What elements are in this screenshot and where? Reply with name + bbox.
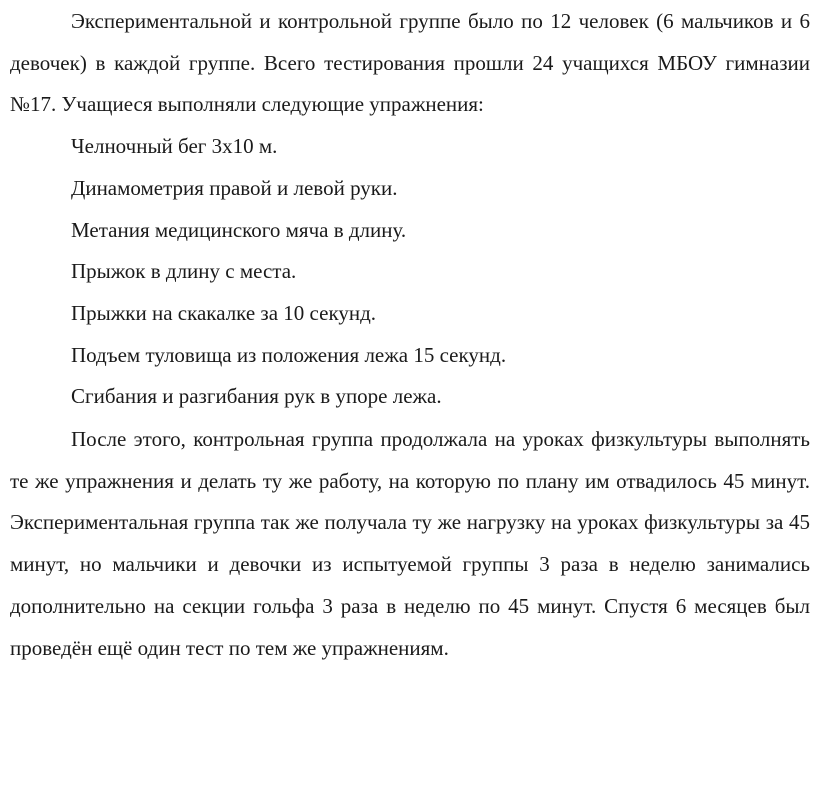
exercise-item: Прыжки на скакалке за 10 секунд. — [71, 300, 377, 325]
exercise-list — [10, 126, 810, 418]
document-page — [10, 0, 810, 669]
exercise-item: Сгибания и разгибания рук в упоре лежа. — [71, 384, 442, 409]
exercise-item: Челночный бег 3х10 м. — [71, 134, 278, 159]
intro-paragraph: Экспериментальной и контрольной группе было по 12 человек (6 мальчиков и 6 девочек) в каждой группе. Всего тестирования прошли 24 учащихся МБОУ гимназии №17. Учащиеся выполняли следующие упражнения: — [10, 9, 810, 117]
exercise-item: Динамометрия правой и левой руки. — [71, 175, 398, 200]
exercise-item: Прыжок в длину с места. — [71, 259, 297, 284]
exercise-item: Метания медицинского мяча в длину. — [71, 217, 407, 242]
exercise-item: Подъем туловища из положения лежа 15 секунд. — [71, 342, 507, 367]
conclusion-paragraph: После этого, контрольная группа продолжала на уроках физкультуры выполнять те же упражнения и делать ту же работу, на которую по плану им отвадилось 45 минут. Экспериментальная группа так же получала ту же нагрузку на уроках физкультуры за 45 минут, но мальчики и девочки из испытуемой группы 3 раза в неделю занимались дополнительно на секции гольфа 3 раза в неделю по 45 минут. Спустя 6 месяцев был проведён ещё один тест по тем же упражнениям. — [10, 427, 810, 660]
